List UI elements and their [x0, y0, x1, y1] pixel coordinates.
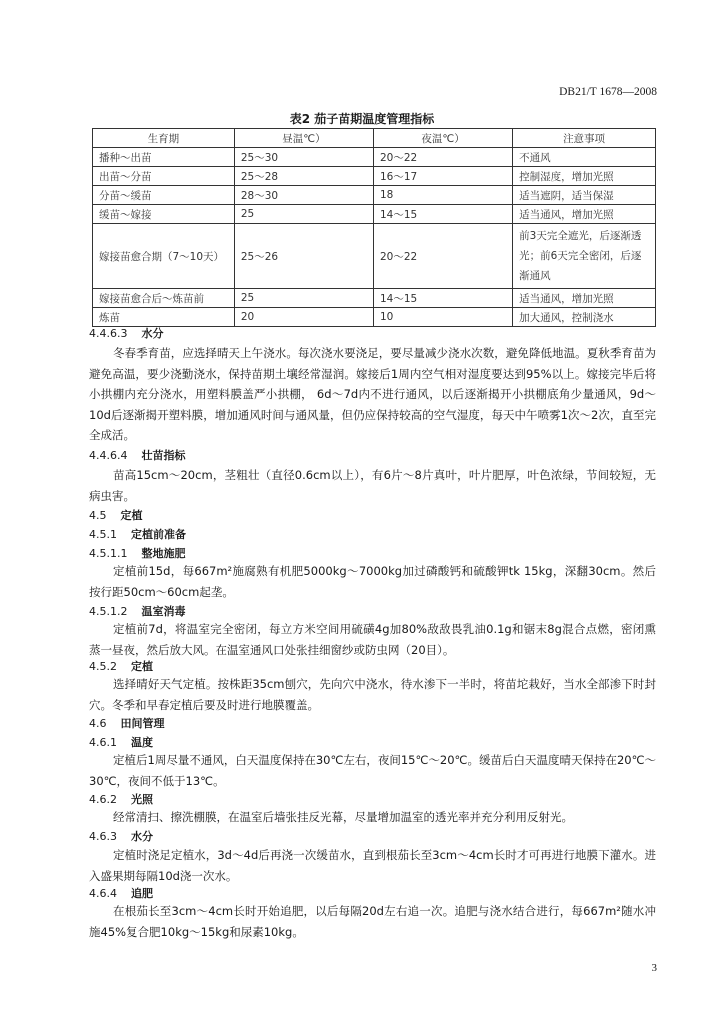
- section-heading: [89, 885, 153, 901]
- section-title: 追肥: [131, 887, 153, 900]
- section-title: 定植: [120, 509, 143, 522]
- table-cell: 25: [234, 289, 373, 308]
- table-cell: 18: [374, 186, 513, 205]
- section-title: 温室消毒: [141, 605, 186, 618]
- section-paragraph: 选择晴好天气定植。按株距35cm刨穴，先向穴中浇水，待水渗下一半时，将苗坨栽好，当水全部渗下时封穴。冬季和早春定植后要及时进行地膜覆盖。: [89, 677, 656, 712]
- table-cell: 25: [234, 205, 373, 224]
- table-cell: 不通风: [513, 148, 656, 167]
- table-cell: 14～15: [374, 289, 513, 308]
- section-heading: [89, 447, 185, 463]
- table-cell: 25～28: [234, 167, 373, 186]
- section-heading: [89, 828, 153, 844]
- section-title: 田间管理: [120, 717, 165, 730]
- table-cell: 14～15: [374, 205, 513, 224]
- section-paragraph: 定植后1周尽量不通风，白天温度保持在30℃左右，夜间15℃～20℃。缓苗后白天温度晴天保持在20℃～30℃，夜间不低于13℃。: [89, 753, 657, 788]
- table-cell: 25～30: [234, 148, 373, 167]
- section-heading: [89, 545, 185, 561]
- section-number: 4.4.6.4: [89, 449, 128, 462]
- document-code-header: DB21/T 1678—2008: [559, 86, 657, 98]
- table-row: [93, 224, 656, 289]
- table-row: [93, 148, 656, 167]
- table-row: [93, 186, 656, 205]
- section-paragraph: 冬春季育苗，应选择晴天上午浇水。每次浇水要浇足，要尽量减少浇水次数，避免降低地温。夏秋季育苗为避免高温，要少浇勤浇水，保持苗期土壤经常湿润。嫁接后1周内空气相对湿度要达到95%以上。嫁接完毕后将小拱棚内充分浇水，用塑料膜盖严小拱棚， 6d～7d内不进行通风，以后逐渐揭开小拱棚底角少量通风，9d～10d后逐渐揭开塑料膜，增加通风时间与通风量，但仍应保持较高的空气湿度，每天中午喷雾1次～2次，直至完全成活。: [89, 346, 656, 442]
- table-cell: 控制湿度，增加光照: [513, 167, 656, 186]
- col-header: 昼温℃）: [234, 129, 373, 148]
- section-paragraph: 经常清扫、擦洗棚膜，在温室后墙张挂反光幕，尽量增加温室的透光率并充分利用反射光。: [113, 810, 573, 824]
- section-title: 定植前准备: [131, 528, 186, 541]
- section-title: 整地施肥: [141, 547, 186, 560]
- section-number: 4.6.1: [89, 736, 117, 749]
- section-paragraph: 定植前15d，每667m²施腐熟有机肥5000kg～7000kg加过磷酸钙和硫酸钾tk 15kg，深翻30cm。然后按行距50cm～60cm起垄。: [89, 564, 656, 599]
- table-cell: 20～22: [374, 148, 513, 167]
- section-number: 4.5.1.2: [89, 605, 128, 618]
- section-heading: [89, 507, 143, 523]
- table-cell: 播种～出苗: [93, 148, 235, 167]
- table-cell: 16～17: [374, 167, 513, 186]
- section-number: 4.5.2: [89, 660, 117, 673]
- section-heading: [89, 325, 163, 341]
- section-number: 4.6.3: [89, 830, 117, 843]
- table-cell: 分苗～缓苗: [93, 186, 235, 205]
- table-cell: 20～22: [374, 224, 513, 289]
- section-paragraph: 苗高15cm～20cm，茎粗壮（直径0.6cm以上），有6片～8片真叶，叶片肥厚，叶色浓绿，节间较短，无病虫害。: [89, 468, 656, 503]
- table-cell: 10: [374, 308, 513, 327]
- col-header: 夜温℃）: [374, 129, 513, 148]
- section-heading: [89, 734, 153, 750]
- section-heading: [89, 603, 185, 619]
- section-title: 水分: [131, 830, 153, 843]
- table-cell: 25～26: [234, 224, 373, 289]
- section-title: 温度: [131, 736, 153, 749]
- table-cell: 出苗～分苗: [93, 167, 235, 186]
- section-number: 4.5.1: [89, 528, 117, 541]
- section-heading: [89, 526, 186, 542]
- temperature-table: [92, 128, 656, 327]
- section-paragraph: 定植时浇足定植水，3d～4d后再浇一次缓苗水，直到根茄长至3cm～4cm长时才可再进行地膜下灌水。进入盛果期每隔10d浇一次水。: [89, 848, 656, 883]
- col-header: 生育期: [93, 129, 235, 148]
- section-heading: [89, 791, 153, 807]
- table-cell: 28～30: [234, 186, 373, 205]
- section-number: 4.6.4: [89, 887, 117, 900]
- table-cell: 20: [234, 308, 373, 327]
- col-header: 注意事项: [513, 129, 656, 148]
- table-caption: 表2 茄子苗期温度管理指标: [289, 112, 435, 126]
- section-title: 水分: [141, 327, 164, 340]
- section-number: 4.4.6.3: [89, 327, 128, 340]
- section-title: 定植: [131, 660, 153, 673]
- section-number: 4.5: [89, 509, 107, 522]
- section-number: 4.6.2: [89, 793, 117, 806]
- table-cell: 适当遮阴，适当保湿: [513, 186, 656, 205]
- section-paragraph: 在根茄长至3cm～4cm长时开始追肥，以后每隔20d左右追一次。追肥与浇水结合进行，每667m²随水冲施45%复合肥10kg～15kg和尿素10kg。: [89, 904, 656, 939]
- section-heading: [89, 715, 165, 731]
- table-row: [93, 289, 656, 308]
- table-row: [93, 167, 656, 186]
- section-number: 4.6: [89, 717, 107, 730]
- table-cell: 加大通风，控制浇水: [513, 308, 656, 327]
- table-row: [93, 205, 656, 224]
- table-cell: 嫁接苗愈合后～炼苗前: [93, 289, 235, 308]
- section-title: 光照: [131, 793, 153, 806]
- section-heading: [89, 658, 153, 674]
- table-cell: 适当通风，增加光照: [513, 205, 656, 224]
- section-title: 壮苗指标: [141, 449, 186, 462]
- page-number: 3: [651, 962, 657, 974]
- table-header-row: [93, 129, 656, 148]
- table-cell: 缓苗～嫁接: [93, 205, 235, 224]
- table-row: [93, 308, 656, 327]
- table-cell: 嫁接苗愈合期（7～10天）: [93, 224, 235, 289]
- section-number: 4.5.1.1: [89, 547, 128, 560]
- section-paragraph: 定植前7d，将温室完全密闭，每立方米空间用硫磺4g加80%敌敌畏乳油0.1g和锯末8g混合点燃，密闭熏蒸一昼夜，然后放大风。在温室通风口处张挂细窗纱或防虫网（20目）。: [89, 622, 656, 657]
- table-cell: 前3天完全遮光，后逐渐透光；前6天完全密闭，后逐渐通风: [513, 224, 656, 289]
- table-cell: 适当通风，增加光照: [513, 289, 656, 308]
- table-cell: 炼苗: [93, 308, 235, 327]
